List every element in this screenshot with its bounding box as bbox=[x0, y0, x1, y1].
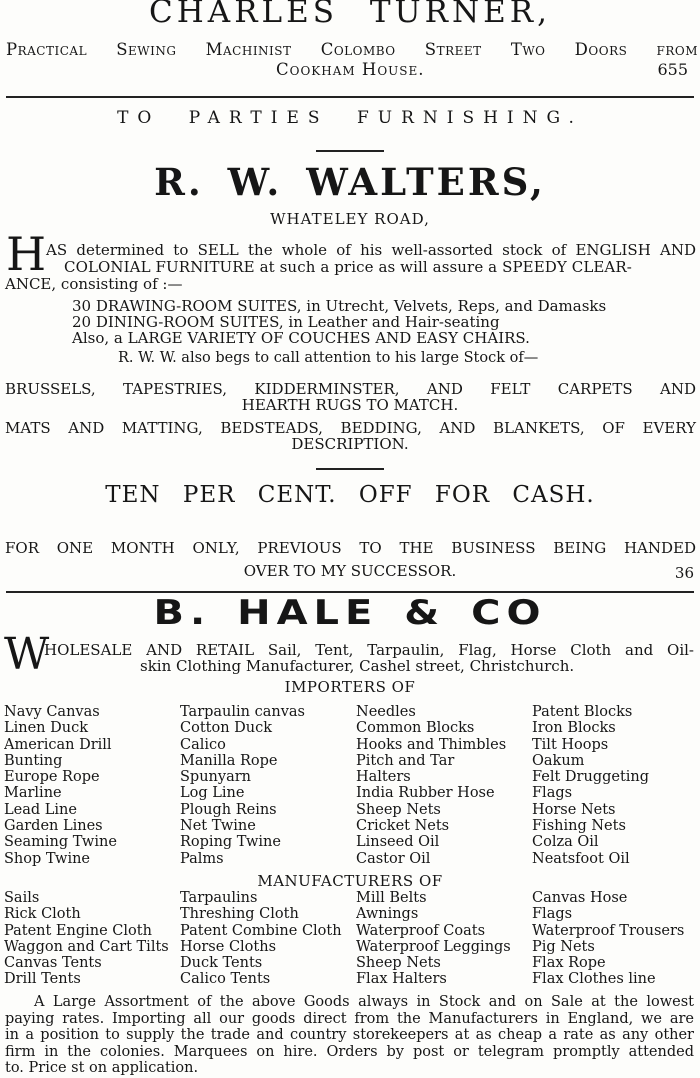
importer-item: Felt Druggeting bbox=[532, 769, 650, 786]
manufacturer-item: Pig Nets bbox=[532, 938, 595, 955]
turner-line-1: Practical Sewing Machinist Colombo Street Two Doors from bbox=[6, 40, 698, 59]
walters-attention: R. W. W. also begs to call attention to his large Stock of— bbox=[118, 350, 539, 366]
importer-item: Cotton Duck bbox=[180, 720, 273, 737]
importer-item: Sheep Nets bbox=[356, 801, 441, 818]
importer-item: Tarpaulin canvas bbox=[180, 704, 305, 720]
hale-importers-list bbox=[4, 704, 696, 867]
importer-item: Patent Blocks bbox=[532, 704, 633, 720]
importer-item: Plough Reins bbox=[180, 801, 277, 818]
importer-item: Colza Oil bbox=[532, 834, 599, 851]
walters-mats-line-1: MATS AND MATTING, BEDSTEADS, BEDDING, AND BLANKETS, OF EVERY bbox=[5, 419, 696, 437]
manufacturer-item: Canvas Tents bbox=[4, 955, 102, 972]
walters-offer: TEN PER CENT. OFF FOR CASH. bbox=[105, 482, 595, 508]
short-rule bbox=[316, 468, 384, 470]
manufacturer-item: Tarpaulins bbox=[180, 890, 258, 906]
walters-heading: TO PARTIES FURNISHING. bbox=[117, 108, 583, 128]
walters-item-1: 30 DRAWING-ROOM SUITES, in Utrecht, Velvets, Reps, and Damasks bbox=[72, 297, 607, 315]
importer-item: Iron Blocks bbox=[532, 720, 616, 737]
manufacturer-item: Mill Belts bbox=[356, 890, 427, 906]
manufacturer-item: Waterproof Trousers bbox=[532, 922, 685, 939]
walters-carpets-line-1: BRUSSELS, TAPESTRIES, KIDDERMINSTER, AND FELT CARPETS AND bbox=[5, 380, 696, 398]
manufacturer-item: Duck Tents bbox=[180, 955, 263, 972]
importer-item: Europe Rope bbox=[4, 769, 100, 786]
manufacturer-item: Patent Combine Cloth bbox=[180, 922, 342, 939]
walters-month-line-1: FOR ONE MONTH ONLY, PREVIOUS TO THE BUSINESS BEING HANDED bbox=[5, 539, 696, 557]
hale-manufacturers-list bbox=[4, 890, 696, 988]
importer-item: Castor Oil bbox=[356, 850, 431, 867]
manufacturer-item: Flax Rope bbox=[532, 955, 606, 972]
walters-item-3: Also, a LARGE VARIETY OF COUCHES AND EASY CHAIRS. bbox=[72, 329, 530, 347]
manufacturer-item: Flax Clothes line bbox=[532, 971, 656, 988]
walters-name: R. W. WALTERS, bbox=[154, 160, 546, 204]
hale-importers-heading: IMPORTERS OF bbox=[284, 678, 416, 696]
importer-item: Linen Duck bbox=[4, 720, 89, 737]
importer-item: Shop Twine bbox=[4, 850, 91, 867]
importer-item: Tilt Hoops bbox=[532, 736, 609, 753]
importer-item: Needles bbox=[356, 704, 416, 720]
hale-drop-cap: W bbox=[4, 629, 50, 680]
walters-intro-line-2: COLONIAL FURNITURE at such a price as will assure a SPEEDY CLEAR- bbox=[64, 258, 632, 276]
importer-item: Common Blocks bbox=[356, 720, 475, 737]
walters-carpets-line-2: HEARTH RUGS TO MATCH. bbox=[241, 396, 459, 414]
hale-intro-line-2: skin Clothing Manufacturer, Cashel street, Christchurch. bbox=[140, 657, 575, 675]
importer-item: Spunyarn bbox=[180, 769, 251, 786]
manufacturer-item: Drill Tents bbox=[4, 971, 81, 988]
manufacturer-item: Sails bbox=[4, 890, 40, 906]
importer-item: Seaming Twine bbox=[4, 834, 117, 851]
turner-reference-number: 655 bbox=[657, 60, 688, 79]
hale-closing-line-1: A Large Assortment of the above Goods always in Stock and on Sale at the lowest bbox=[34, 994, 694, 1010]
importer-item: Hooks and Thimbles bbox=[356, 736, 507, 753]
importer-item: Palms bbox=[180, 850, 224, 867]
importer-item: Navy Canvas bbox=[4, 704, 100, 720]
importer-item: Lead Line bbox=[4, 801, 77, 818]
hale-manufacturers-heading: MANUFACTURERS OF bbox=[257, 872, 443, 890]
importer-item: Linseed Oil bbox=[356, 834, 440, 851]
importer-item: Marline bbox=[4, 785, 62, 802]
walters-drop-cap: H bbox=[6, 227, 47, 281]
importer-item: Log Line bbox=[180, 785, 245, 802]
hale-intro-line-1: HOLESALE AND RETAIL Sail, Tent, Tarpaulin, Flag, Horse Cloth and Oil- bbox=[44, 641, 694, 659]
hale-closing-line-4: firm in the colonies. Marquees on hire. Orders by post or telegram promptly attended bbox=[5, 1044, 694, 1060]
manufacturer-item: Waterproof Coats bbox=[356, 922, 486, 939]
manufacturer-item: Canvas Hose bbox=[532, 890, 628, 906]
importer-item: Garden Lines bbox=[4, 818, 103, 835]
manufacturer-item: Waterproof Leggings bbox=[356, 938, 511, 955]
walters-item-2: 20 DINING-ROOM SUITES, in Leather and Hair-seating bbox=[72, 313, 500, 331]
importer-item: Flags bbox=[532, 785, 573, 802]
importer-item: American Drill bbox=[4, 736, 112, 753]
walters-intro-line-3: ANCE, consisting of :— bbox=[5, 275, 183, 293]
importer-item: Manilla Rope bbox=[180, 752, 278, 769]
hale-closing-line-5: to. Price st on application. bbox=[5, 1060, 199, 1076]
hale-name: B. HALE & CO bbox=[153, 593, 547, 633]
importer-item: Fishing Nets bbox=[532, 818, 626, 835]
manufacturer-item: Flax Halters bbox=[356, 971, 447, 988]
walters-mats-line-2: DESCRIPTION. bbox=[291, 435, 409, 453]
walters-intro-line-1: AS determined to SELL the whole of his well-assorted stock of ENGLISH AND bbox=[46, 241, 696, 259]
importer-item: Cricket Nets bbox=[356, 818, 450, 835]
importer-item: India Rubber Hose bbox=[356, 785, 495, 802]
importer-item: Net Twine bbox=[180, 818, 256, 835]
manufacturer-item: Flags bbox=[532, 906, 573, 923]
walters-reference-number: 36 bbox=[674, 564, 694, 582]
importer-item: Calico bbox=[180, 736, 226, 753]
manufacturer-item: Patent Engine Cloth bbox=[4, 922, 152, 939]
hale-closing-line-2: paying rates. Importing all our goods direct from the Manufacturers in England, we are bbox=[5, 1011, 694, 1027]
walters-address: WHATELEY ROAD, bbox=[270, 210, 430, 228]
manufacturer-item: Sheep Nets bbox=[356, 955, 441, 972]
importer-item: Halters bbox=[356, 769, 411, 786]
turner-line-2: Cookham House. bbox=[276, 60, 425, 79]
turner-advertisement bbox=[0, 0, 700, 96]
importer-item: Horse Nets bbox=[532, 801, 616, 818]
importer-item: Pitch and Tar bbox=[356, 752, 455, 769]
turner-name: CHARLES TURNER, bbox=[149, 0, 551, 30]
manufacturer-item: Threshing Cloth bbox=[180, 906, 299, 923]
importer-item: Roping Twine bbox=[180, 834, 281, 851]
manufacturer-item: Rick Cloth bbox=[4, 906, 81, 923]
manufacturer-item: Horse Cloths bbox=[180, 938, 277, 955]
hale-closing-line-3: in a position to supply the trade and country storekeepers at as cheap a rate as any other bbox=[5, 1027, 694, 1043]
manufacturer-item: Waggon and Cart Tilts bbox=[4, 938, 169, 955]
walters-month-line-2: OVER TO MY SUCCESSOR. bbox=[243, 562, 457, 580]
manufacturer-item: Awnings bbox=[356, 906, 419, 923]
importer-item: Oakum bbox=[532, 752, 585, 769]
importer-item: Bunting bbox=[4, 752, 63, 769]
divider-rule bbox=[6, 96, 694, 98]
importer-item: Neatsfoot Oil bbox=[532, 850, 630, 867]
short-rule bbox=[316, 150, 384, 152]
manufacturer-item: Calico Tents bbox=[180, 971, 271, 988]
